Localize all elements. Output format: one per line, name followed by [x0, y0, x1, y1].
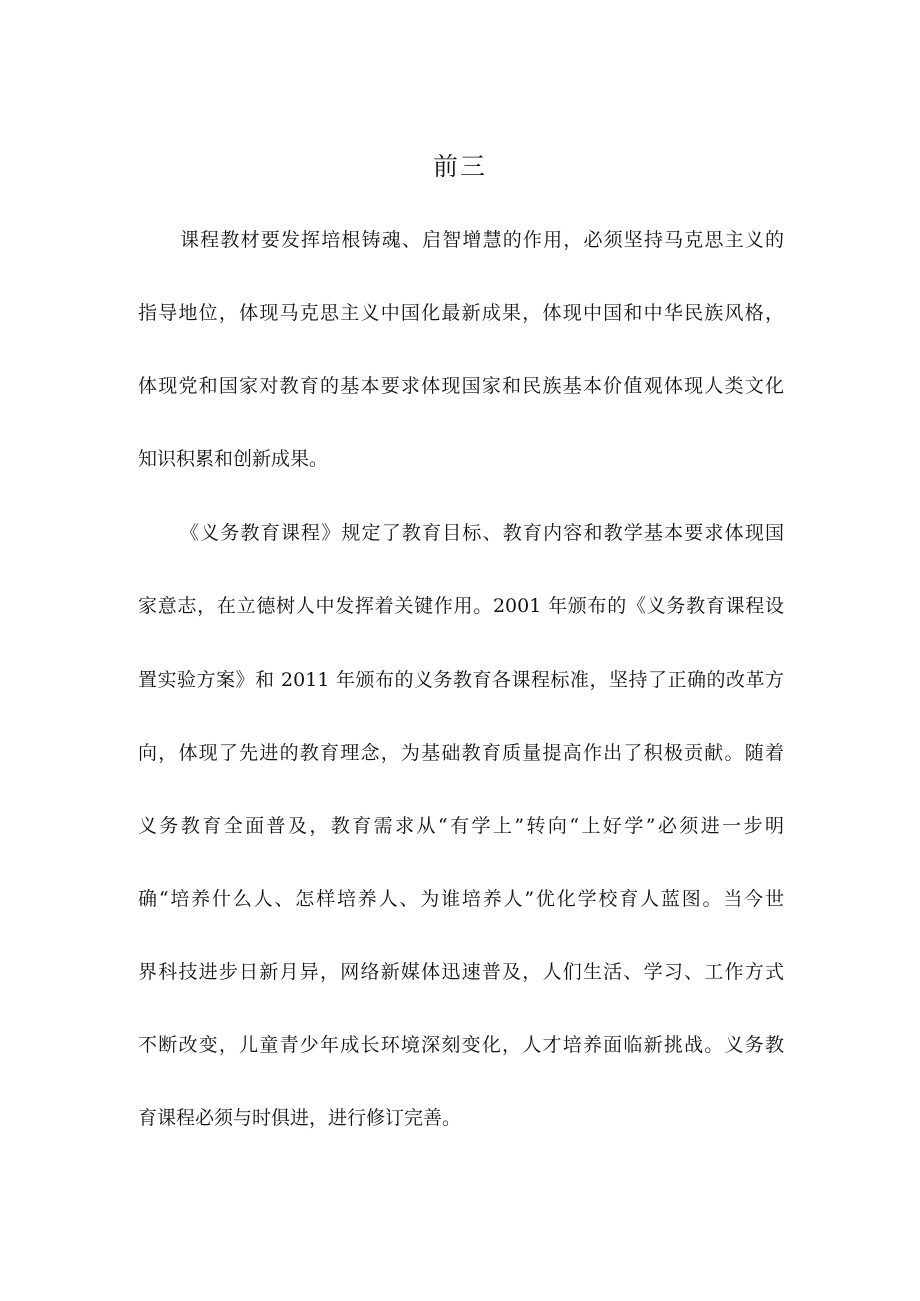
paragraph-2-line-9: 育课程必须与时俱进，进行修订完善。 — [138, 1107, 462, 1129]
paragraph-2-line-2: 家意志，在立德树人中发挥着关键作用。2001 年颁布的《义务教育课程设 — [138, 595, 784, 617]
paragraph-2-line-5: 义务教育全面普及，教育需求从“有学上”转向“上好学”必须进一步明 — [138, 815, 784, 837]
paragraph-1-line-3: 体现党和国家对教育的基本要求体现国家和民族基本价值观体现人类文化 — [138, 375, 784, 397]
document-title: 前三 — [432, 152, 487, 181]
paragraph-1-line-2: 指导地位，体现马克思主义中国化最新成果，体现中国和中华民族风格， — [138, 302, 784, 324]
paragraph-2-line-6: 确“培养什么人、怎样培养人、为谁培养人”优化学校育人蓝图。当今世 — [138, 888, 784, 910]
paragraph-2-line-8: 不断改变，儿童青少年成长环境深刻变化，人才培养面临新挑战。义务教 — [138, 1034, 784, 1056]
paragraph-1-line-4: 知识积累和创新成果。 — [138, 448, 329, 470]
paragraph-1-line-1: 课程教材要发挥培根铸魂、启智增慧的作用，必须坚持马克思主义的 — [180, 229, 784, 251]
paragraph-2-line-7: 界科技进步日新月异，网络新媒体迅速普及，人们生活、学习、工作方式 — [138, 961, 784, 983]
paragraph-2-line-3: 置实验方案》和 2011 年颁布的义务教育各课程标准，坚持了正确的改革方 — [138, 669, 784, 691]
paragraph-2-line-1: 《义务教育课程》规定了教育目标、教育内容和教学基本要求体现国 — [180, 522, 784, 544]
paragraph-2-line-4: 向，体现了先进的教育理念，为基础教育质量提高作出了积极贡献。随着 — [138, 742, 784, 764]
